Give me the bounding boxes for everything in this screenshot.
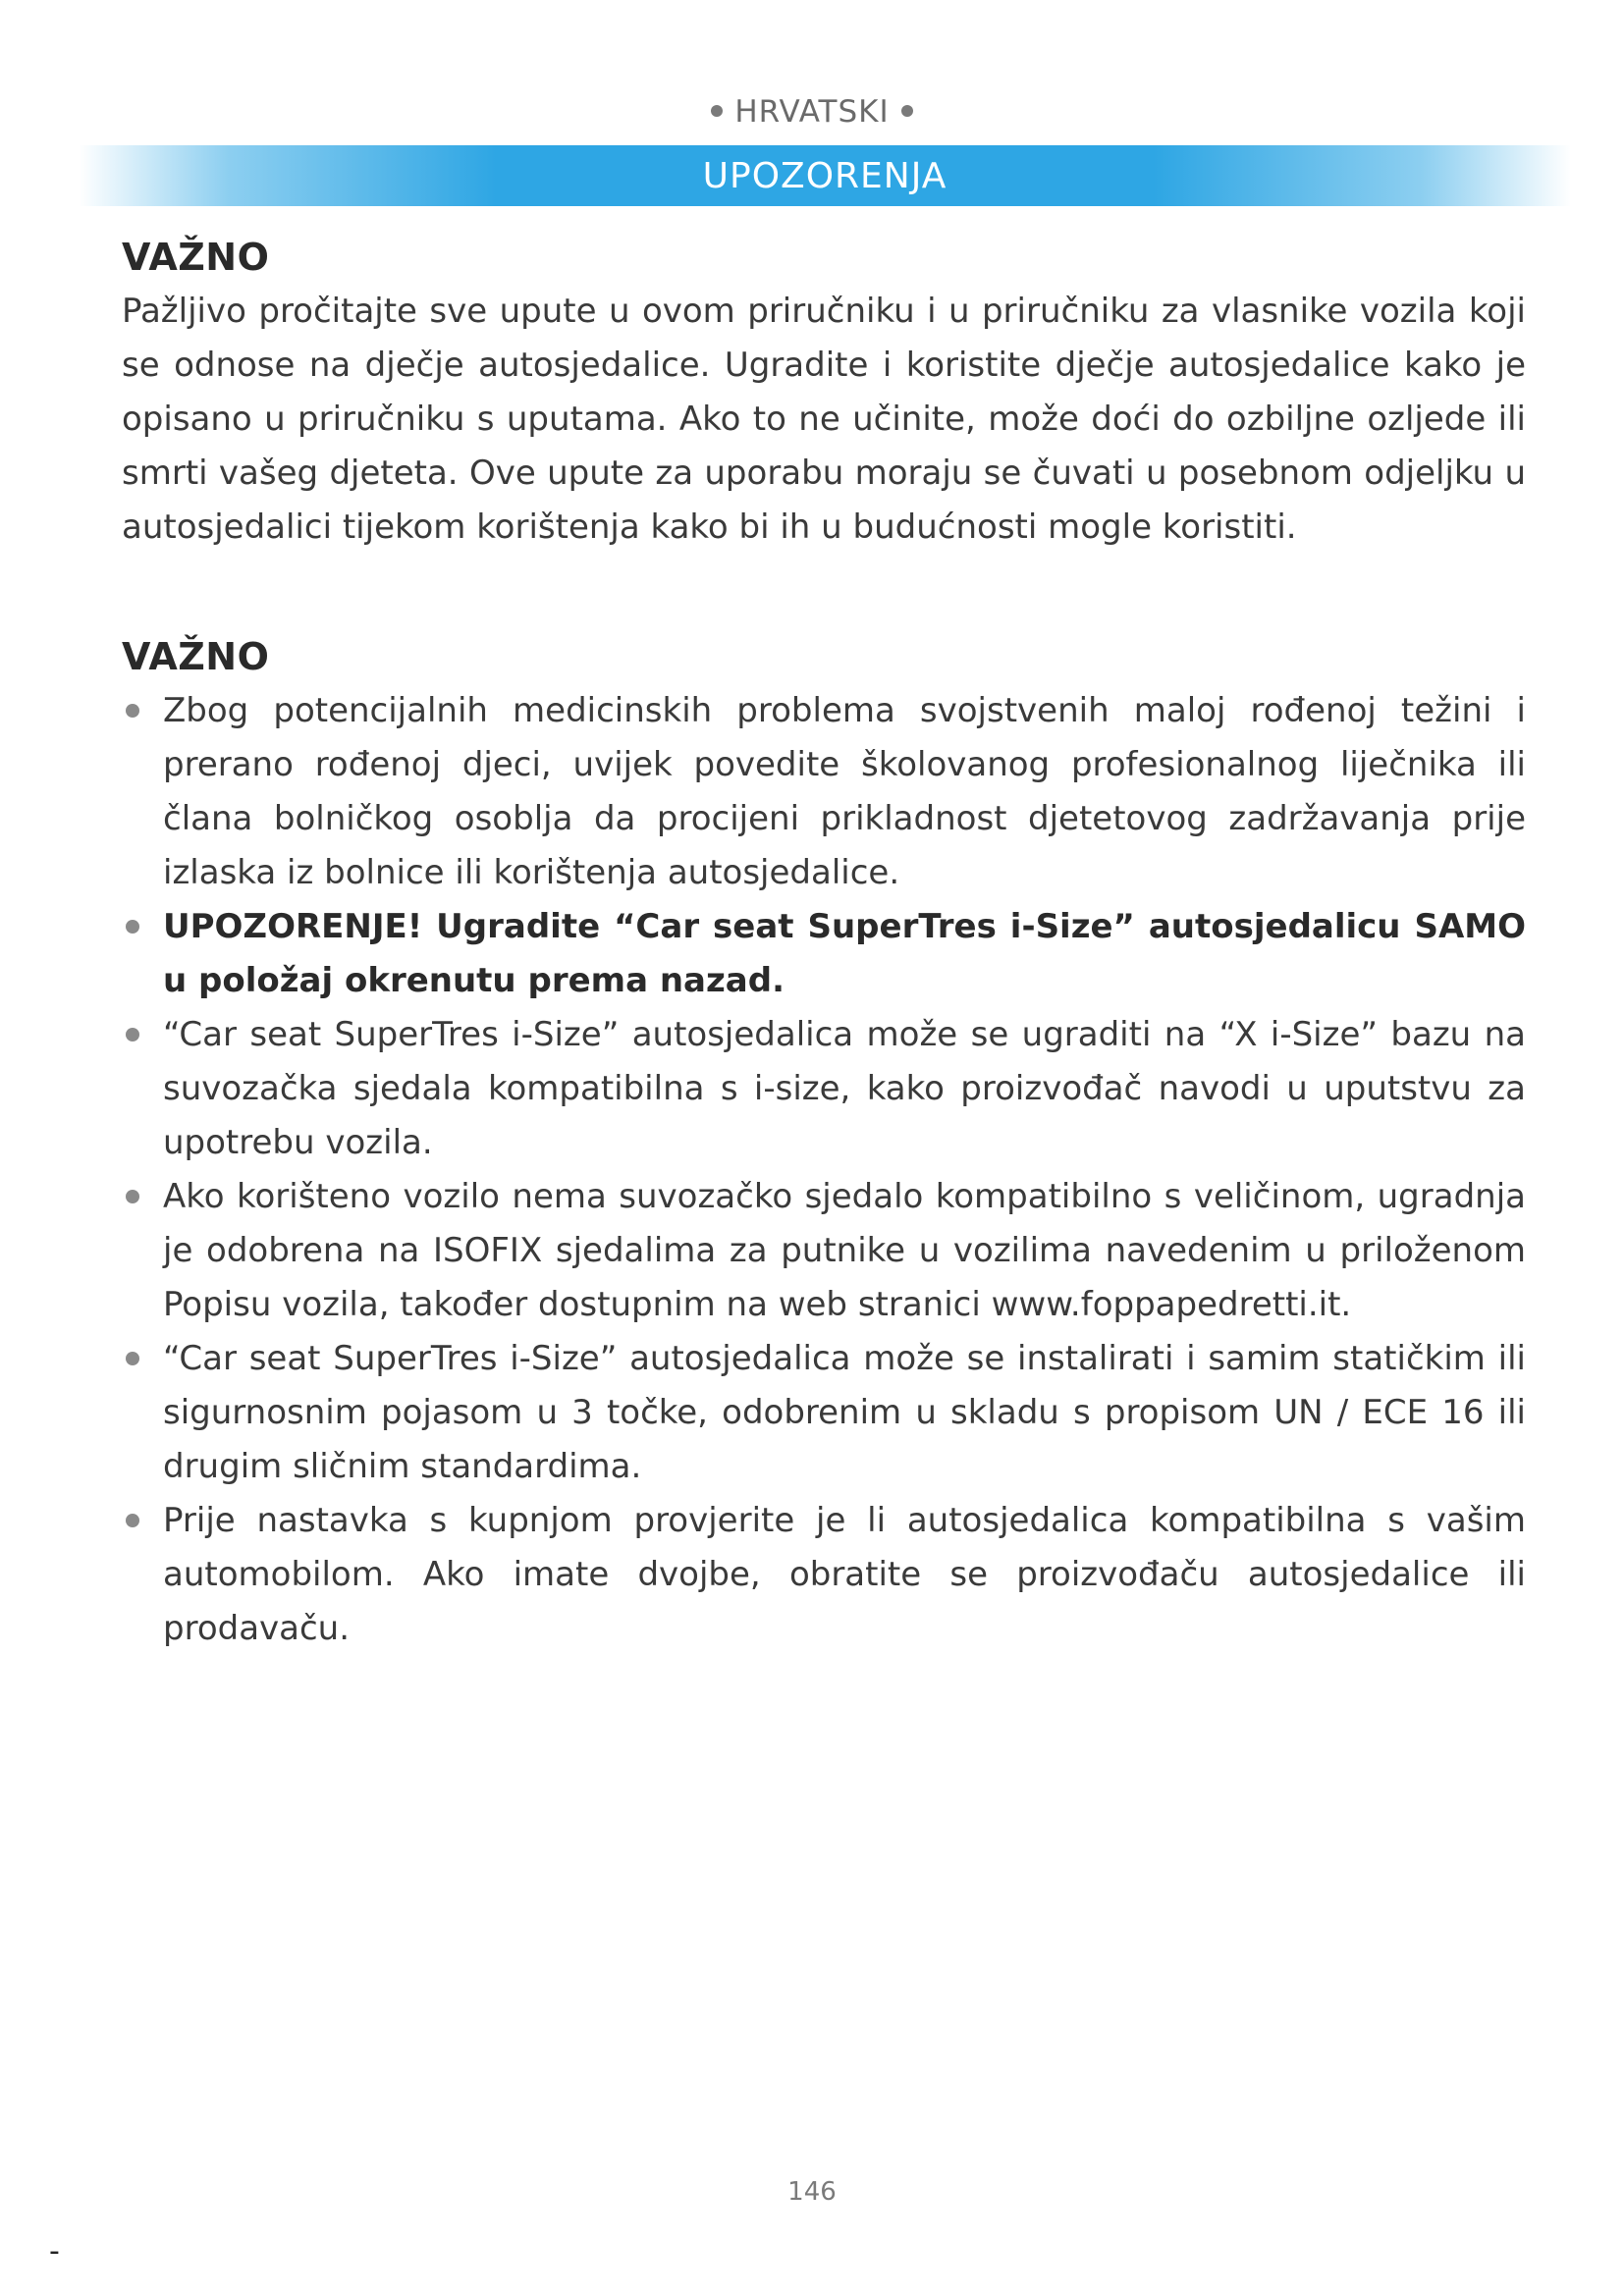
list-item: Zbog potencijalnih medicinskih problema svojstvenih maloj rođenoj težini i prerano rođenoj djeci, uvijek povedite školovanog profesionalnog liječnika ili člana bolničkog osoblja da procijeni prikladnost djetetovog zadržavanja prije izlaska iz bolnice ili korištenja autosjedalice.: [122, 684, 1526, 900]
bullet-dot-icon: [126, 1190, 139, 1203]
list-item: Prije nastavka s kupnjom provjerite je li autosjedalica kompatibilna s vašim automobilom. Ako imate dvojbe, obratite se proizvođaču autosjedalice ili prodavaču.: [122, 1494, 1526, 1656]
bullet-dot-icon: [126, 1352, 139, 1365]
section-banner: [79, 145, 1571, 206]
banner-title: UPOZORENJA: [702, 155, 947, 196]
margin-mark: -: [49, 2234, 60, 2269]
list-item: “Car seat SuperTres i-Size” autosjedalica može se instalirati i samim statičkim ili sigurnosnim pojasom u 3 točke, odobrenim u skladu s propisom UN / ECE 16 ili drugim sličnim standardima.: [122, 1332, 1526, 1494]
bullet-dot-icon: [711, 105, 723, 117]
language-label: [0, 94, 1624, 130]
page-content: [122, 236, 1526, 1656]
bullet-dot-icon: [126, 704, 139, 718]
list-item-warning: UPOZORENJE! Ugradite “Car seat SuperTres i-Size” autosjedalicu SAMO u položaj okrenutu prema nazad.: [122, 900, 1526, 1008]
bullet-dot-icon: [126, 1028, 139, 1041]
warning-list: [122, 684, 1526, 1656]
list-item: Ako korišteno vozilo nema suvozačko sjedalo kompatibilno s veličinom, ugradnja je odobrena na ISOFIX sjedalima za putnike u vozilima navedenim u priloženom Popisu vozila, također dostupnim na web stranici www.foppapedretti.it.: [122, 1170, 1526, 1332]
bullet-dot-icon: [126, 1514, 139, 1527]
bullet-dot-icon: [126, 920, 139, 934]
section-heading: VAŽNO: [122, 236, 270, 279]
page-number: 146: [787, 2177, 837, 2207]
intro-paragraph: Pažljivo pročitajte sve upute u ovom priručniku i u priručniku za vlasnike vozila koji se odnose na dječje autosjedalice. Ugradite i koristite dječje autosjedalice kako je opisano u priručniku s uputama. Ako to ne učinite, može doći do ozbiljne ozljede ili smrti vašeg djeteta. Ove upute za uporabu moraju se čuvati u posebnom odjeljku u autosjedalici tijekom korištenja kako bi ih u budućnosti mogle koristiti.: [122, 292, 1526, 547]
list-item: “Car seat SuperTres i-Size” autosjedalica može se ugraditi na “X i-Size” bazu na suvozačka sjedala kompatibilna s i-size, kako proizvođač navodi u uputstvu za upotrebu vozila.: [122, 1008, 1526, 1170]
language-text: HRVATSKI: [734, 94, 890, 130]
bullet-dot-icon: [901, 105, 913, 117]
section-heading: VAŽNO: [122, 635, 270, 678]
